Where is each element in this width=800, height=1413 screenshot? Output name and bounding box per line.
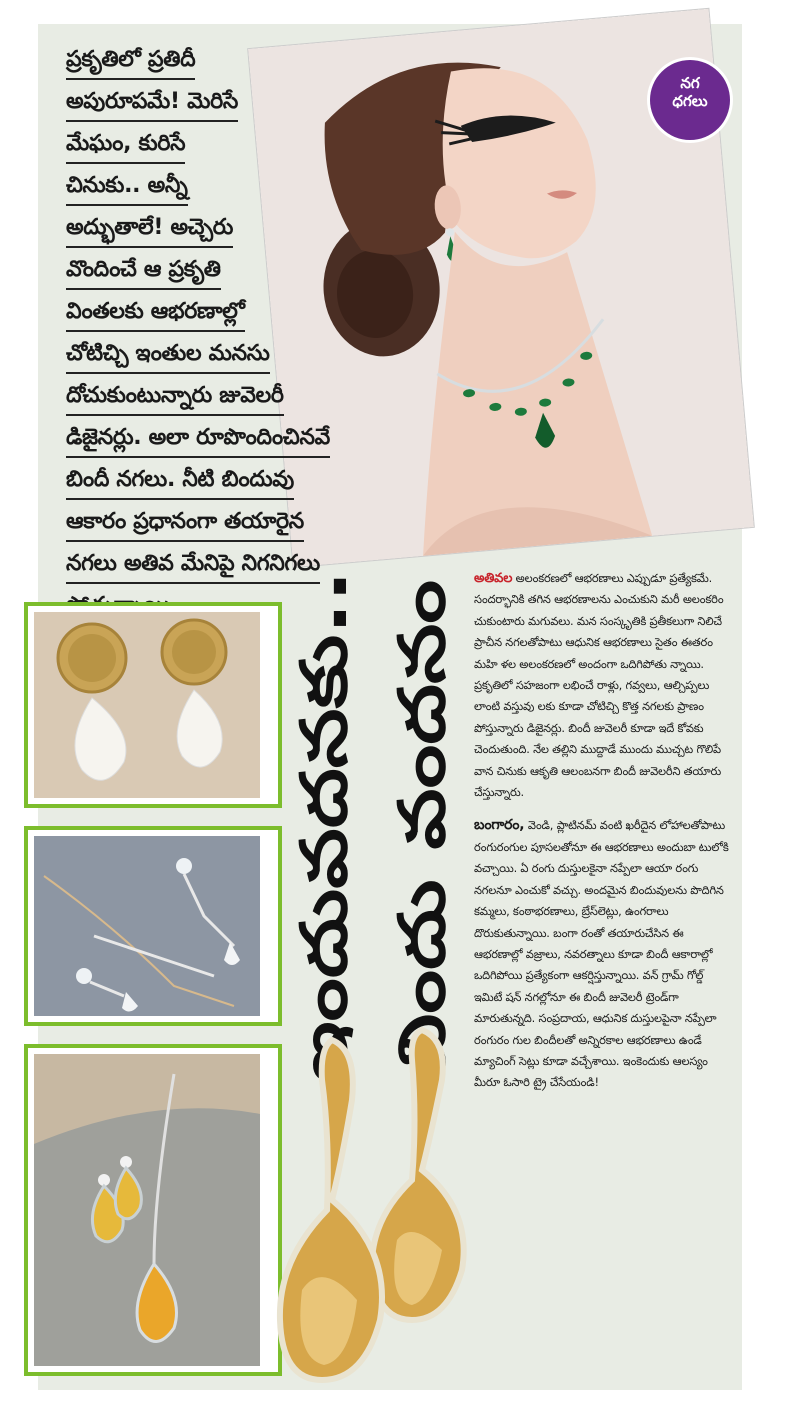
photo-yellow-stone-set xyxy=(24,1044,282,1376)
paragraph-text: అలంకరణలో ఆభరణాలు ఎప్పుడూ ప్రత్యేకమే. సందర్భానికి తగిన ఆభరణాలను ఎంచుకుని మరీ అలంకరిం చుకుంటారు మగువలు. మన సంస్కృతికి ప్రతీకలుగా నిలిచే ప్రాచీన నగలతోపాటు ఆధునిక ఆభరణాలు సైతం ఈతరం మహి ళల అలంకరణలో అందంగా ఒదిగిపోతు న్నాయి. ప్రకృతిలో సహజంగా లభించే రాళ్లు, గవ్వలు, ఆల్చిప్పలు లాంటి వస్తువు లకు కూడా చోటిచ్చి కొత్త నగలకు ప్రాణం పోస్తున్నారు డిజైనర్లు. బిందీ జువెలరీ కూడా ఇదే కోవకు చెందుతుంది. నేల తల్లిని ముద్దాడే ముందు ముచ్చట గొలిపే వాన చినుకు ఆకృతి ఆలంబనగా బిందీ జువెలరీని తయారు చేస్తున్నారు. xyxy=(474,571,724,800)
paragraph-text: వెండి, ప్లాటినమ్ వంటి ఖరీదైన లోహాలతోపాటు రంగురంగుల పూసలతోనూ ఈ ఆభరణాలు అందుబా టులోకి వచ్చాయి. ఏ రంగు దుస్తులకైనా నప్పేలా ఆయా రంగు నగలనూ ఎంచుకో వచ్చు. అందమైన బిందువులను పొదిగిన కమ్మలు, కంఠాభరణాలు, బ్రేస్‌లెట్లు, ఉంగరాలు దొరుకుతున్నాయి. బంగా రంతో తయారుచేసిన ఈ ఆభరణాల్లో వజ్రాలు, నవరత్నాలు కూడా బిందీ ఆకారాల్లో ఒదిగిపోయి ప్రత్యేకంగా ఆకర్షిస్తున్నాయి. వన్ గ్రామ్ గోల్డ్ ఇమిటే షన్ నగల్లోనూ ఈ బిందీ జువెలరీ ట్రెండ్‌గా మారుతున్నది. సంప్రదాయ, ఆధునిక దుస్తులపైనా నప్పేలా రంగురం గుల బిందీలతో అన్నిరకాల ఆభరణాలు ఉండే మ్యాచింగ్ సెట్లు కూడా వచ్చేశాయి. ఇంకెందుకు ఆలస్యం మీరూ ఓసారి ట్రై చేసేయండి! xyxy=(474,818,729,1090)
headline-line-2: బిందు వందనం xyxy=(386,708,460,1080)
article-body xyxy=(474,568,732,1106)
paragraph-lead-word: అతివల xyxy=(474,571,513,586)
intro-line: చినుకు.. అన్నీ xyxy=(66,168,188,206)
intro-line: బిందీ నగలు. నీటి బిందువు xyxy=(66,462,294,500)
badge-line-2: ధగలు xyxy=(672,92,708,110)
gold-earrings-image xyxy=(272,1020,472,1395)
paragraph-lead-word: బంగారం, xyxy=(474,817,525,834)
intro-line: అద్భుతాలే! అచ్చెరు xyxy=(66,210,233,248)
photo-coin-pearl-earrings xyxy=(24,602,282,808)
diamond-drop-set-image xyxy=(34,836,260,1016)
intro-line: నగలు అతివ మేనిపై నిగనిగలు xyxy=(66,546,320,584)
badge-line-1: నగ xyxy=(680,74,700,92)
vertical-headline xyxy=(268,560,463,1080)
article-paragraph-2 xyxy=(474,815,732,1093)
intro-line: ఆకారం ప్రధానంగా తయారైన xyxy=(66,504,304,542)
headline-line-1: ఇందువదనకు.. xyxy=(288,696,362,1080)
intro-line: డిజైనర్లు. అలా రూపొందించినవే xyxy=(66,420,330,458)
article-paragraph-1 xyxy=(474,568,732,803)
gold-earrings-photo xyxy=(272,1020,472,1395)
intro-line: వింతలకు ఆభరణాల్లో xyxy=(66,294,245,332)
section-badge xyxy=(650,60,730,140)
intro-line: దోచుకుంటున్నారు జువెలరీ xyxy=(66,378,284,416)
intro-text xyxy=(66,42,366,628)
yellow-stone-set-image xyxy=(34,1054,260,1366)
photo-diamond-drop-set xyxy=(24,826,282,1026)
intro-line: మేఘం, కురిసే xyxy=(66,126,185,164)
coin-pearl-earrings-image xyxy=(34,612,260,798)
intro-line: వొందించే ఆ ప్రకృతి xyxy=(66,252,221,290)
intro-line: అపురూపమే! మెరిసే xyxy=(66,84,238,122)
intro-line: ప్రకృతిలో ప్రతిదీ xyxy=(66,42,195,80)
intro-line: చోటిచ్చి ఇంతుల మనసు xyxy=(66,336,270,374)
